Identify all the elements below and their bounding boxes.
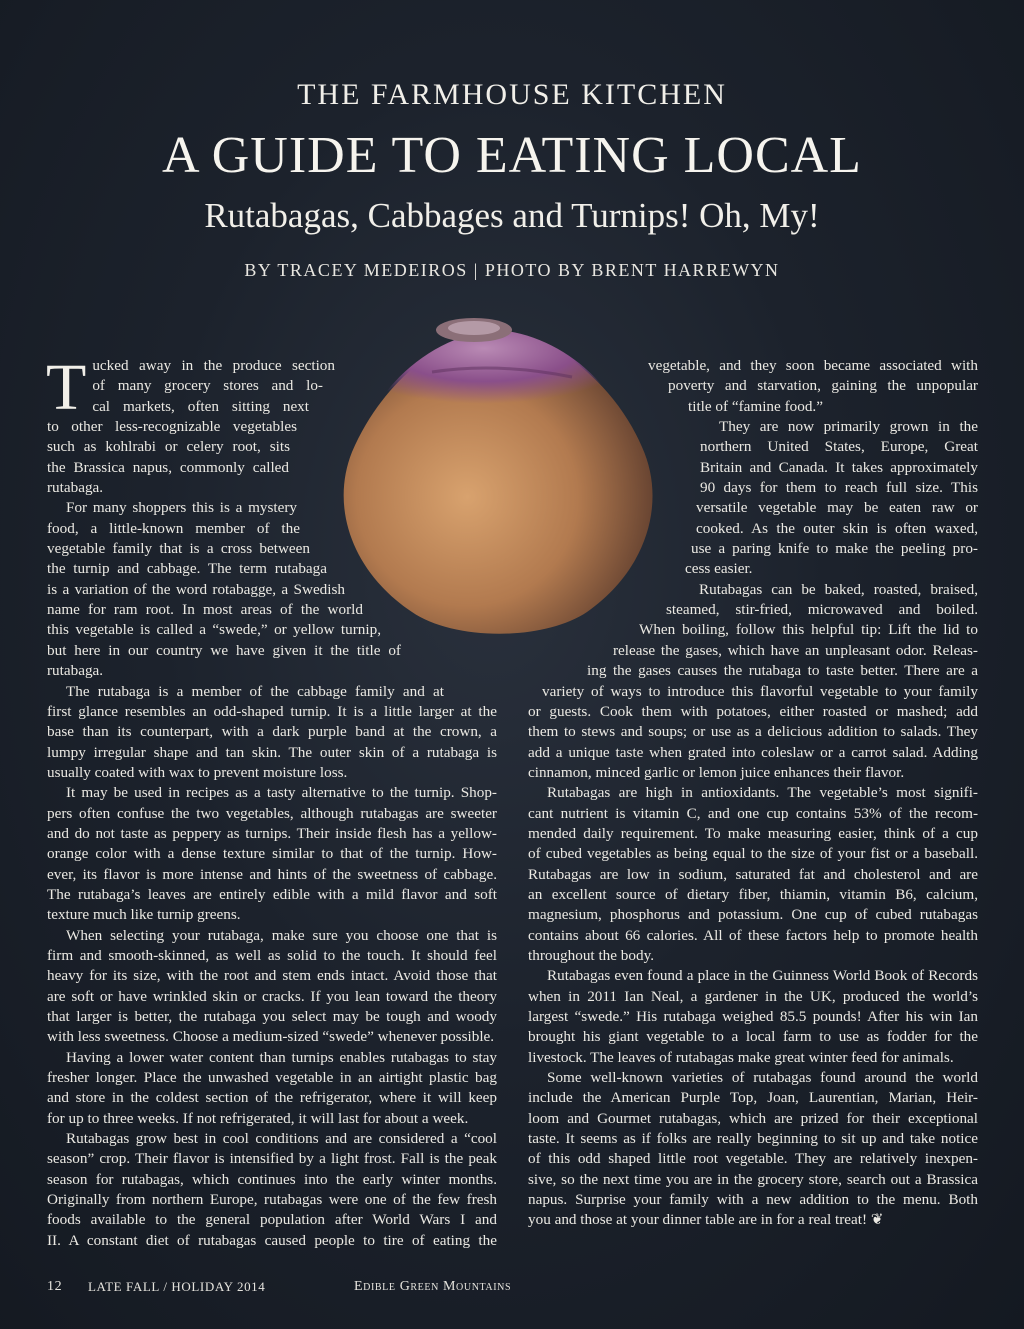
text-line: but here in our country we have given it the title of — [47, 641, 401, 659]
byline: BY TRACEY MEDEIROS | PHOTO BY BRENT HARREWYN — [244, 260, 780, 280]
text-line: of many grocery stores and lo- — [92, 377, 323, 395]
text-line: Rutabagas grow best in cool conditions and are considered a “cool — [66, 1130, 497, 1148]
text-line: vegetable, and they soon became associated with — [648, 357, 978, 374]
text-line: usually coated with wax to prevent moisture loss. — [47, 763, 348, 781]
page-subtitle: Rutabagas, Cabbages and Turnips! Oh, My! — [204, 196, 820, 235]
text-line: to other less-recognizable vegetables — [47, 418, 297, 436]
text-line: are soft or have wrinkled skin or cracks. If you lean toward the theory — [47, 987, 497, 1005]
publication-name: Edible Green Mountains — [354, 1279, 512, 1294]
text-line: ucked away in the produce section — [92, 357, 335, 374]
text-line: heavy for its size, with the root and stem ends intact. Avoid those that — [47, 967, 497, 985]
text-line: The rutabaga’s leaves are entirely edible with a mild flavor and soft — [47, 885, 497, 903]
text-line: when in 2011 Ian Neal, a gardener in the UK, produced the world’s — [528, 987, 978, 1005]
section-kicker: THE FARMHOUSE KITCHEN — [297, 78, 727, 111]
text-line: Some well-known varieties of rutabagas found around the world — [547, 1069, 978, 1087]
text-line: napus. Surprise your family with a new addition to the menu. Both — [528, 1191, 978, 1209]
text-line: an excellent source of dietary fiber, thiamin, vitamin B6, calcium, — [528, 885, 978, 903]
text-line: season for rutabagas, which continues into the early winter months. — [47, 1170, 497, 1188]
text-line: brought his giant vegetable to a local farm to use as fodder for the — [528, 1028, 978, 1046]
text-line: largest “swede.” His rutabaga weighed 85.5 pounds! After his win Ian — [528, 1008, 978, 1025]
text-line: that larger is better, the rutabaga you select may be tough and woody — [47, 1008, 497, 1025]
text-line: livestock. The leaves of rutabagas make great winter feed for animals. — [528, 1048, 954, 1066]
text-line: the Brassica napus, commonly called — [47, 458, 289, 476]
text-line: rutabaga. — [47, 662, 104, 680]
text-line: add a unique taste when grated into coleslaw or a carrot salad. Adding — [528, 743, 978, 761]
text-line: base than its counterpart, with a dark purple band at the crown, a — [47, 723, 497, 741]
text-line: release the gases, which have an unpleasant odor. Releas- — [613, 641, 978, 659]
text-line: use a paring knife to make the peeling pro- — [691, 540, 978, 558]
text-line: name for ram root. In most areas of the world — [47, 601, 363, 619]
text-line: you and those at your dinner table are in for a real treat! ❦ — [528, 1211, 884, 1229]
text-line: ever, its flavor is more intense and hints of the sweetness of cabbage. — [47, 865, 497, 883]
article-column-right — [528, 356, 978, 1231]
text-line: rutabaga. — [47, 479, 104, 497]
text-line: of cubed vegetables as being equal to the size of your fist or a baseball. — [528, 845, 978, 863]
text-line: fresher longer. Place the unwashed vegetable in an airtight plastic bag — [47, 1069, 497, 1087]
text-line: II. A constant diet of rutabagas caused people to tire of eating the — [47, 1231, 497, 1249]
text-line: Rutabagas even found a place in the Guinness World Book of Records — [547, 967, 978, 985]
drop-cap: T — [46, 351, 87, 424]
text-line: title of “famine food.” — [688, 397, 823, 415]
text-line: them to stews and soups; or use as a delicious addition to salads. They — [528, 723, 978, 741]
text-line: is a variation of the word rotabagge, a Swedish — [47, 580, 345, 598]
article-column-left — [46, 351, 497, 1251]
text-line: and do not taste as peppery as turnips. Their inside flesh has a yellow- — [47, 824, 497, 842]
text-line: poverty and starvation, gaining the unpopular — [668, 377, 978, 395]
text-line: loom and Gourmet rutabagas, which are prized for their exceptional — [528, 1109, 978, 1127]
text-line: lumpy irregular shape and tan skin. The outer skin of a rutabaga is — [47, 743, 497, 761]
text-line: season” crop. Their flavor is intensified by a light frost. Fall is the peak — [47, 1150, 497, 1168]
text-line: northern United States, Europe, Great — [700, 438, 978, 456]
text-line: Originally from northern Europe, rutabagas were one of the few fresh — [47, 1191, 497, 1209]
text-line: When selecting your rutabaga, make sure you choose one that is — [66, 926, 497, 944]
text-line: variety of ways to introduce this flavorful vegetable to your family — [542, 682, 978, 700]
text-line: throughout the body. — [528, 946, 654, 964]
text-line: ing the gases causes the rutabaga to taste better. There are a — [587, 662, 978, 680]
text-line: food, a little-known member of the — [47, 519, 300, 537]
text-line: Britain and Canada. It takes approximately — [700, 458, 978, 476]
text-line: with less sweetness. Choose a medium-sized “swede” whenever possible. — [47, 1028, 495, 1046]
text-line: contains about 66 calories. All of these factors help to promote health — [528, 926, 978, 944]
text-line: and store in the coldest section of the refrigerator, where it will keep — [47, 1089, 497, 1107]
text-line: for up to three weeks. If not refrigerated, it will last for about a week. — [47, 1109, 469, 1127]
text-line: or guests. Cook them with potatoes, either roasted or mashed; add — [528, 702, 978, 720]
page-number: 12 — [47, 1279, 63, 1294]
text-line: firm and smooth-skinned, as well as solid to the touch. It should feel — [47, 946, 497, 964]
text-line: Having a lower water content than turnips enables rutabagas to stay — [66, 1048, 497, 1066]
text-line: taste. It seems as if folks are really beginning to sit up and take notice — [528, 1130, 978, 1148]
text-line: such as kohlrabi or celery root, sits — [47, 438, 290, 456]
text-line: include the American Purple Top, Joan, Laurentian, Marian, Heir- — [528, 1089, 978, 1107]
text-line: first glance resembles an odd-shaped turnip. It is a little larger at the — [47, 702, 497, 720]
text-line: foods available to the general population after World Wars I and — [47, 1211, 497, 1229]
text-line: Rutabagas can be baked, roasted, braised, — [699, 580, 978, 598]
text-line: this vegetable is called a “swede,” or yellow turnip, — [47, 621, 381, 639]
page-title: A GUIDE TO EATING LOCAL — [162, 127, 862, 184]
text-line: cooked. As the outer skin is often waxed, — [696, 519, 978, 537]
text-line: magnesium, phosphorus and potassium. One cup of cubed rutabagas — [528, 906, 978, 924]
text-line: cess easier. — [685, 560, 753, 578]
text-line: Rutabagas are low in sodium, saturated fat and cholesterol and are — [528, 865, 978, 883]
text-line: steamed, stir-fried, microwaved and boiled. — [666, 601, 978, 619]
text-line: vegetable family that is a cross between — [47, 540, 310, 558]
text-line: the turnip and cabbage. The term rutabaga — [47, 560, 327, 578]
text-line: 90 days for them to reach full size. This — [700, 479, 978, 497]
text-line: pers often confuse the two vegetables, although rutabagas are sweeter — [47, 804, 497, 822]
text-line: Rutabagas are high in antioxidants. The vegetable’s most signifi- — [547, 784, 978, 802]
text-line: of this odd shaped little root vegetable. They are relatively inexpen- — [528, 1150, 978, 1168]
text-line: It may be used in recipes as a tasty alternative to the turnip. Shop- — [66, 784, 497, 802]
text-line: For many shoppers this is a mystery — [66, 499, 297, 517]
text-line: When boiling, follow this helpful tip: Lift the lid to — [639, 621, 978, 639]
text-line: sive, so the next time you are in the grocery store, search out a Brassica — [528, 1170, 978, 1188]
text-line: cant nutrient is vitamin C, and one cup contains 53% of the recom- — [528, 804, 978, 822]
text-line: texture much like turnip greens. — [47, 906, 241, 924]
text-line: mended daily requirement. To make measuring easier, think of a cup — [528, 824, 978, 842]
text-line: cal markets, often sitting next — [92, 397, 309, 415]
text-line: They are now primarily grown in the — [719, 418, 978, 436]
issue-label: LATE FALL / HOLIDAY 2014 — [88, 1279, 266, 1294]
text-line: cinnamon, minced garlic or lemon juice enhances their flavor. — [528, 763, 905, 781]
text-line: versatile vegetable may be eaten raw or — [696, 499, 978, 517]
text-line: orange color with a dense texture similar to that of the turnip. How- — [47, 845, 497, 863]
text-line: The rutabaga is a member of the cabbage family and at — [66, 682, 444, 700]
